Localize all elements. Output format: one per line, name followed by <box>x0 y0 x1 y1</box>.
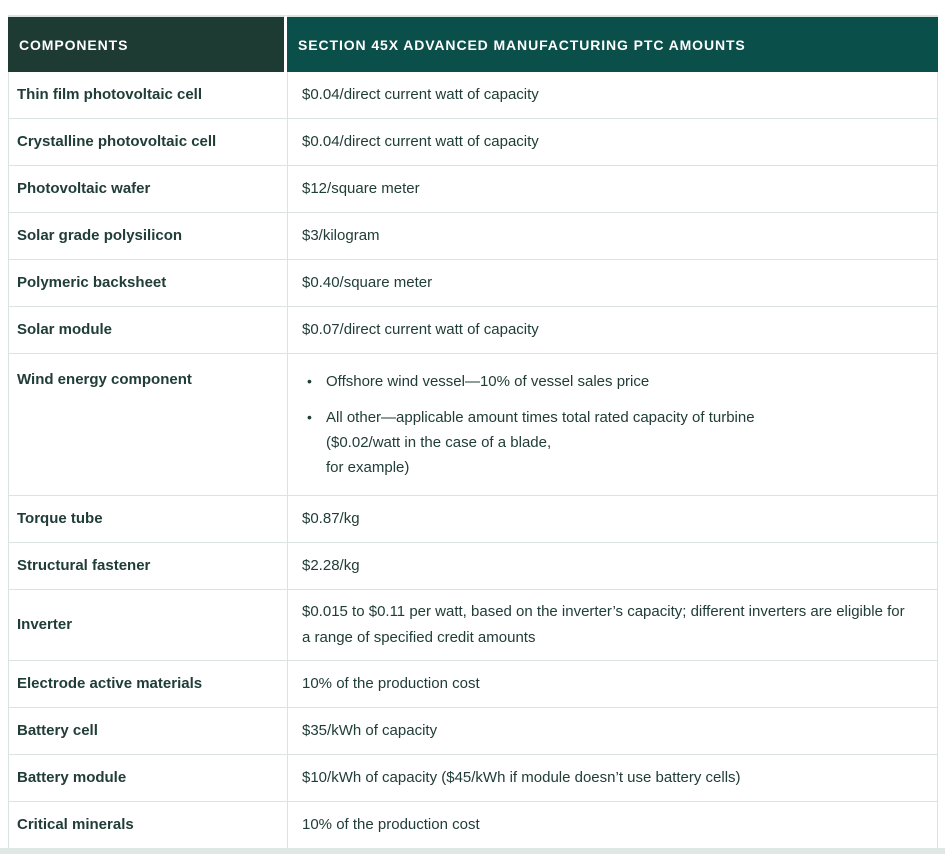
bullet-item <box>302 405 915 480</box>
component-cell: Battery cell <box>8 708 287 755</box>
amount-cell: $35/kWh of capacity <box>287 708 938 755</box>
component-cell: Electrode active materials <box>8 661 287 708</box>
component-cell: Torque tube <box>8 496 287 543</box>
table-row <box>8 166 938 213</box>
amount-cell: $0.07/direct current watt of capacity <box>287 307 938 354</box>
component-cell: Solar module <box>8 307 287 354</box>
bullet-icon: • <box>307 409 312 425</box>
amount-cell: 10% of the production cost <box>287 802 938 849</box>
amount-cell: $3/kilogram <box>287 213 938 260</box>
table-row <box>8 590 938 661</box>
component-cell: Polymeric backsheet <box>8 260 287 307</box>
table-row <box>8 661 938 708</box>
header-row <box>8 15 938 72</box>
component-cell: Solar grade polysilicon <box>8 213 287 260</box>
component-cell: Structural fastener <box>8 543 287 590</box>
bullet-text-line: ($0.02/watt in the case of a blade, <box>326 434 552 451</box>
amount-cell: $12/square meter <box>287 166 938 213</box>
component-cell: Wind energy component <box>8 354 287 496</box>
table-row <box>8 72 938 119</box>
component-cell: Thin film photovoltaic cell <box>8 72 287 119</box>
column-header-ptc-amounts: SECTION 45X ADVANCED MANUFACTURING PTC AMOUNTS <box>287 15 938 72</box>
table-row <box>8 543 938 590</box>
table-header <box>8 15 938 72</box>
bullet-icon: • <box>307 373 312 389</box>
bullet-item <box>302 369 915 394</box>
table-row <box>8 260 938 307</box>
table-bottom-strip <box>0 848 945 854</box>
amount-cell: $0.04/direct current watt of capacity <box>287 119 938 166</box>
component-cell: Battery module <box>8 755 287 802</box>
bullet-list <box>302 369 915 480</box>
component-cell: Critical minerals <box>8 802 287 849</box>
amount-cell: $10/kWh of capacity ($45/kWh if module doesn’t use battery cells) <box>287 755 938 802</box>
table-row <box>8 119 938 166</box>
bullet-text: Offshore wind vessel—10% of vessel sales price <box>326 373 650 390</box>
amount-cell: $2.28/kg <box>287 543 938 590</box>
bullet-text-line: All other—applicable amount times total rated capacity of turbine <box>326 409 755 426</box>
amount-cell <box>287 354 938 496</box>
component-cell: Inverter <box>8 590 287 661</box>
table-row <box>8 213 938 260</box>
bullet-text-line: for example) <box>326 459 410 476</box>
table-row <box>8 708 938 755</box>
table-body <box>8 72 938 849</box>
amount-cell: $0.87/kg <box>287 496 938 543</box>
table-row <box>8 755 938 802</box>
amount-cell: $0.40/square meter <box>287 260 938 307</box>
table-row <box>8 802 938 849</box>
component-cell: Photovoltaic wafer <box>8 166 287 213</box>
amount-cell: $0.04/direct current watt of capacity <box>287 72 938 119</box>
table-row <box>8 496 938 543</box>
table-row <box>8 354 938 496</box>
amount-cell: $0.015 to $0.11 per watt, based on the inverter’s capacity; different inverters are eligible for a range of specified credit amounts <box>287 590 938 661</box>
column-header-components: COMPONENTS <box>8 15 287 72</box>
component-cell: Crystalline photovoltaic cell <box>8 119 287 166</box>
amount-cell: 10% of the production cost <box>287 661 938 708</box>
table-row <box>8 307 938 354</box>
ptc-table <box>8 15 938 849</box>
